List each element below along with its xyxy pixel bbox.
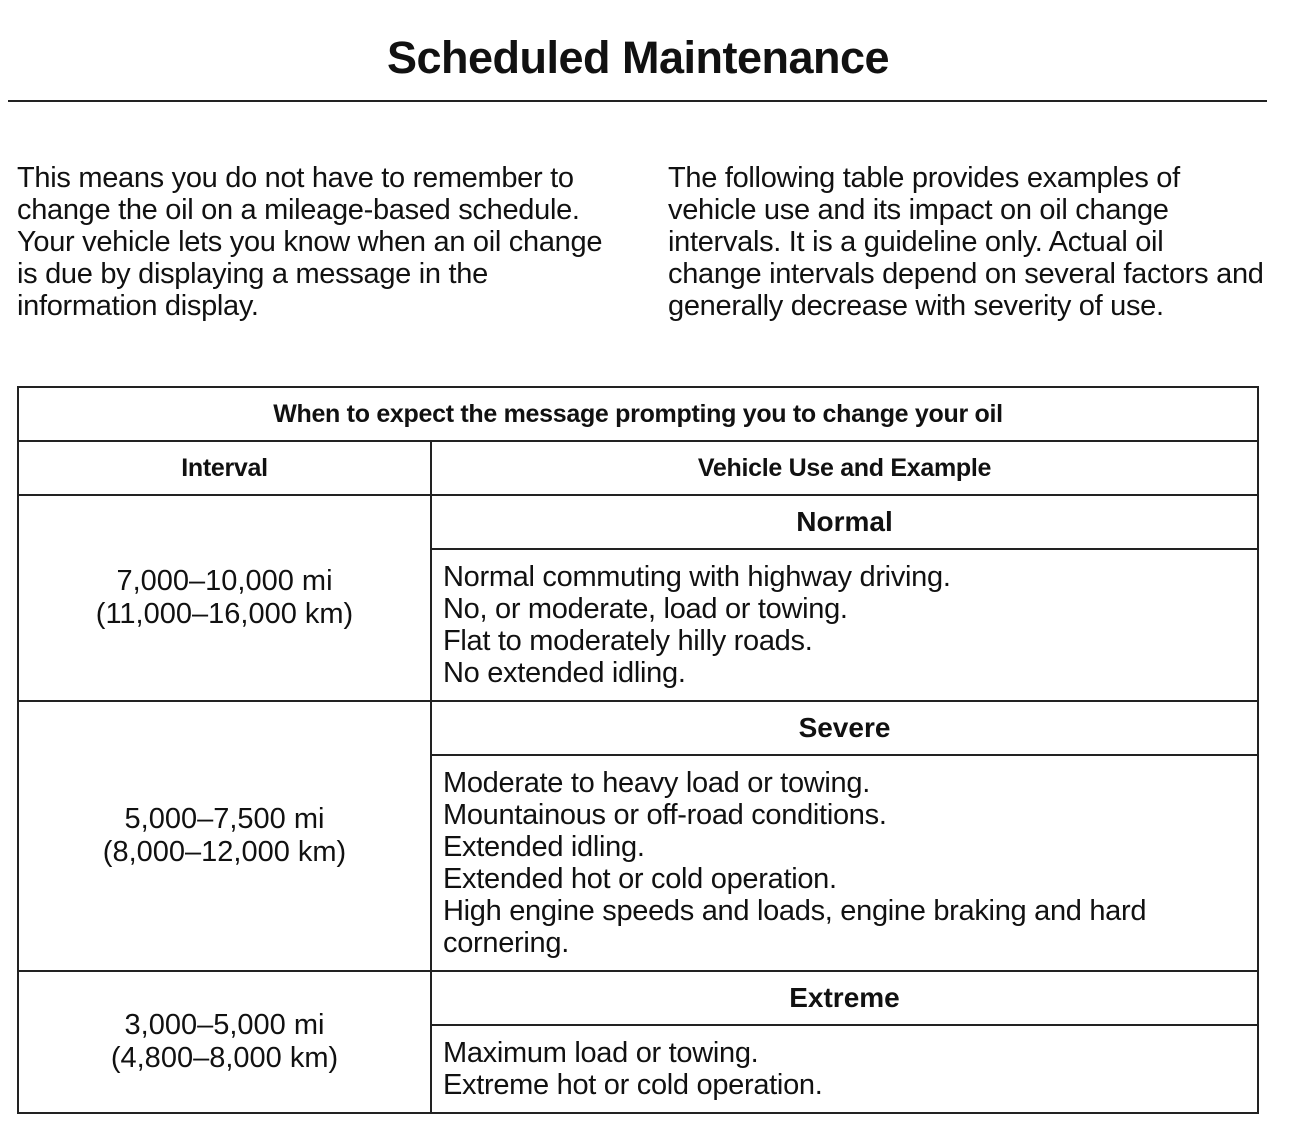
intro-paragraph-left: This means you do not have to remember to change the oil on a mileage-based schedule. Your vehicle lets you know when an oil change is due by displaying a message in the information display. xyxy=(17,162,603,322)
use-item: Normal commuting with highway driving. xyxy=(443,561,951,593)
table-row-severe-category xyxy=(18,701,1258,755)
use-item: Moderate to heavy load or towing. xyxy=(443,767,870,799)
column-header-vehicle-use: Vehicle Use and Example xyxy=(431,441,1258,495)
uses-cell-severe xyxy=(431,755,1258,971)
interval-miles: 7,000–10,000 mi xyxy=(116,565,333,597)
page-title: Scheduled Maintenance xyxy=(386,32,890,83)
interval-cell-severe xyxy=(18,701,431,971)
use-item: Extended idling. xyxy=(443,831,645,863)
use-item: Extreme hot or cold operation. xyxy=(443,1069,823,1101)
use-item: Maximum load or towing. xyxy=(443,1037,759,1069)
intro-paragraph-right: The following table provides examples of vehicle use and its impact on oil change intervals. It is a guideline only. Actual oil change intervals depend on several factors and generally decrease with severity of use. xyxy=(668,162,1264,322)
use-item: High engine speeds and loads, engine braking and hard cornering. xyxy=(443,895,1147,959)
table-caption: When to expect the message prompting you to change your oil xyxy=(18,387,1258,441)
interval-miles: 5,000–7,500 mi xyxy=(124,803,325,835)
use-item: No, or moderate, load or towing. xyxy=(443,593,848,625)
oil-change-interval-table xyxy=(17,386,1259,1114)
use-item: Extended hot or cold operation. xyxy=(443,863,837,895)
use-item: Mountainous or off-road conditions. xyxy=(443,799,887,831)
interval-cell-extreme xyxy=(18,971,431,1113)
interval-kilometers: (4,800–8,000 km) xyxy=(110,1042,339,1074)
category-label-extreme: Extreme xyxy=(431,971,1258,1025)
category-label-severe: Severe xyxy=(431,701,1258,755)
uses-cell-normal xyxy=(431,549,1258,701)
interval-cell-normal xyxy=(18,495,431,701)
table-row-normal-category xyxy=(18,495,1258,549)
table-header-row xyxy=(18,441,1258,495)
interval-kilometers: (8,000–12,000 km) xyxy=(102,836,347,868)
column-header-interval: Interval xyxy=(18,441,431,495)
use-item: No extended idling. xyxy=(443,657,686,689)
table-row-extreme-category xyxy=(18,971,1258,1025)
title-divider xyxy=(8,100,1267,102)
use-item: Flat to moderately hilly roads. xyxy=(443,625,813,657)
table-caption-row xyxy=(18,387,1258,441)
interval-kilometers: (11,000–16,000 km) xyxy=(95,598,354,630)
interval-miles: 3,000–5,000 mi xyxy=(124,1009,325,1041)
category-label-normal: Normal xyxy=(431,495,1258,549)
uses-cell-extreme xyxy=(431,1025,1258,1113)
